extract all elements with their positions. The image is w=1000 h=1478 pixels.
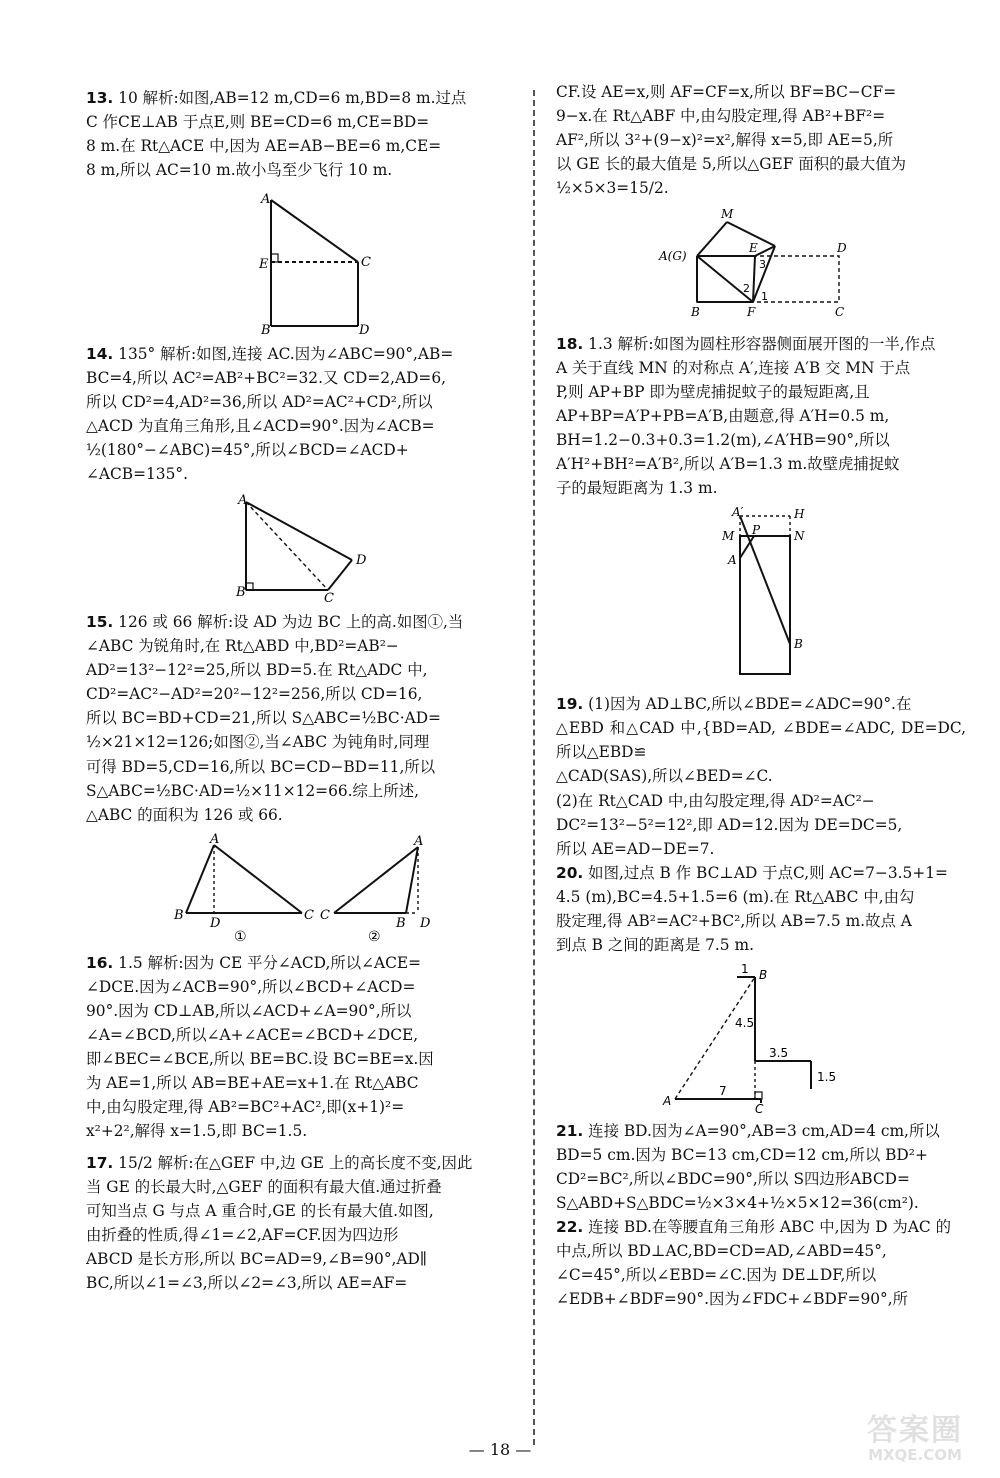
question-number: 15. xyxy=(86,613,114,632)
answer-20 xyxy=(556,861,966,957)
watermark-text: 答案圈 xyxy=(867,1413,963,1448)
answer-value: 1.5 xyxy=(118,953,143,972)
label-b: B xyxy=(396,915,406,931)
label-d: D xyxy=(356,553,367,569)
text-line: S△ABC=½BC·AD=½×11×12=66.综上所述, xyxy=(86,781,419,800)
text-line: 可得 BD=5,CD=16,所以 BC=CD−BD=11,所以 xyxy=(86,757,436,776)
text-line: 股定理,得 AB²=AC²+BC²,所以 AB=7.5 m.故点 A xyxy=(556,911,912,930)
text-line: AP+BP=A′P+PB=A′B,由题意,得 A′H=0.5 m, xyxy=(556,407,890,426)
text-line: 中点,所以 BD⊥AC,BD=CD=AD,∠ABD=45°, xyxy=(556,1241,887,1260)
text-line: 连接 BD.在等腰直角三角形 ABC 中,因为 D 为AC 的 xyxy=(588,1217,951,1236)
text-line: 当 GE 的长最大时,△GEF 的面积有最大值.通过折叠 xyxy=(86,1177,442,1196)
text-line: ½(180°−∠ABC)=45°,所以∠BCD=∠ACD+ xyxy=(86,441,409,460)
text-line: CD²=AC²−AD²=20²−12²=256,所以 CD=16, xyxy=(86,685,423,704)
text-line: DC²=13²−5²=12²,即 AD=12.因为 DE=DC=5, xyxy=(556,815,903,834)
figure-20 xyxy=(661,963,861,1113)
text-line: ½×21×12=126;如图②,当∠ABC 为钝角时,同理 xyxy=(86,733,430,752)
label-a: A xyxy=(663,1093,672,1108)
text-line: 所以 BC=BD+CD=21,所以 S△ABC=½BC·AD= xyxy=(86,709,441,728)
text-line: A 关于直线 MN 的对称点 A′,连接 A′B 交 MN 于点 xyxy=(556,359,911,378)
angle-2: 2 xyxy=(743,282,750,296)
text-line: AD²=13²−12²=25,所以 BD=5.在 Rt△ADC 中, xyxy=(86,661,428,680)
answer-22 xyxy=(556,1215,966,1311)
label-b: B xyxy=(236,585,246,601)
label-1: 1 xyxy=(741,962,749,976)
text-line: 即∠BEC=∠BCE,所以 BE=BC.设 BC=BE=x.因 xyxy=(86,1049,434,1068)
text-line: CF.设 AE=x,则 AF=CF=x,所以 BF=BC−CF= xyxy=(556,83,897,101)
text-line: ABCD 是长方形,所以 BC=AD=9,∠B=90°,AD∥ xyxy=(86,1249,427,1268)
label-d: D xyxy=(420,915,431,931)
text-line: 8 m,所以 AC=10 m.故小鸟至少飞行 10 m. xyxy=(86,161,393,180)
label-d: D xyxy=(210,915,221,931)
text-line: 9−x.在 Rt△ABF 中,由勾股定理,得 AB²+BF²= xyxy=(556,107,886,126)
answer-13 xyxy=(86,86,516,182)
text-line: 90°.因为 CD⊥AB,所以∠ACD+∠A=90°,所以 xyxy=(86,1001,412,1020)
text-line: C 作CE⊥AB 于点E,则 BE=CD=6 m,CE=BD= xyxy=(86,113,430,132)
label-b: B xyxy=(691,305,700,320)
text-line: ∠DCE.因为∠ACB=90°,所以∠BCD+∠ACD= xyxy=(86,977,416,996)
label-d: D xyxy=(359,323,370,337)
text-line: S△ABD+S△BDC=½×3×4+½×5×12=36(cm²). xyxy=(556,1193,919,1212)
text-line: 到点 B 之间的距离是 7.5 m. xyxy=(556,935,754,954)
text-line: 所以 CD²=4,AD²=36,所以 AD²=AC²+CD²,所以 xyxy=(86,393,433,412)
label-b: B xyxy=(261,323,271,337)
label-f: F xyxy=(747,305,756,320)
text-line: 由折叠的性质,得∠1=∠2,AF=CF.因为四边形 xyxy=(86,1225,399,1244)
label-7: 7 xyxy=(719,1083,727,1098)
question-number: 16. xyxy=(86,953,114,972)
answer-18 xyxy=(556,332,966,500)
text-line: △ACD 为直角三角形,且∠ACD=90°.因为∠ACB= xyxy=(86,417,435,436)
left-column xyxy=(86,86,516,1295)
question-number: 22. xyxy=(556,1217,584,1236)
figure-17 xyxy=(651,206,871,326)
answer-value: 15/2 xyxy=(118,1153,153,1172)
text-line: BH=1.2−0.3+0.3=1.2(m),∠A′HB=90°,所以 xyxy=(556,431,890,450)
text-line: 8 m.在 Rt△ACE 中,因为 AE=AB−BE=6 m,CE= xyxy=(86,137,442,156)
watermark-logo xyxy=(840,1413,990,1470)
question-number: 13. xyxy=(86,89,114,107)
text-line: 可知当点 G 与点 A 重合时,GE 的长有最大值.如图, xyxy=(86,1201,434,1220)
text-line: 连接 BD.因为∠A=90°,AB=3 cm,AD=4 cm,所以 xyxy=(588,1121,940,1140)
label-c: C xyxy=(361,255,371,271)
label-e: E xyxy=(259,257,269,273)
text-line: BD=5 cm.因为 BC=13 cm,CD=12 cm,所以 BD²+ xyxy=(556,1145,928,1164)
text-line: △EBD 和△CAD 中,{BD=AD, ∠BDE=∠ADC, DE=DC,所以△EBD≌ xyxy=(556,719,966,762)
label-c: C xyxy=(324,591,334,605)
answer-17-continued xyxy=(556,80,966,200)
label-c: C xyxy=(304,907,314,923)
answer-21 xyxy=(556,1119,966,1215)
label-e: E xyxy=(749,241,758,256)
question-number: 20. xyxy=(556,863,584,882)
text-line: ∠ACB=135°. xyxy=(86,465,188,484)
text-line: 以 GE 长的最大值是 5,所以△GEF 面积的最大值为 xyxy=(556,155,907,174)
text-line: P,则 AP+BP 即为壁虎捕捉蚊子的最短距离,且 xyxy=(556,383,870,402)
answer-value: 126 或 66 xyxy=(118,613,193,632)
question-number: 19. xyxy=(556,695,584,714)
text-line: (1)因为 AD⊥BC,所以∠BDE=∠ADC=90°.在 xyxy=(588,695,912,714)
text-line: 子的最短距离为 1.3 m. xyxy=(556,479,718,498)
text-line: △CAD(SAS),所以∠BED=∠C. xyxy=(556,767,773,786)
label-a: A xyxy=(728,553,737,568)
text-line: BC=4,所以 AC²=AB²+BC²=32.又 CD=2,AD=6, xyxy=(86,369,446,388)
text-line: 解析:如图,AB=12 m,CD=6 m,BD=8 m.过点 xyxy=(142,89,467,107)
text-line: x²+2²,解得 x=1.5,即 BC=1.5. xyxy=(86,1121,308,1140)
text-line: 中,由勾股定理,得 AB²=BC²+AC²,即(x+1)²= xyxy=(86,1097,405,1116)
label-c: C xyxy=(320,907,330,923)
text-line: ½×5×3=15/2. xyxy=(556,179,669,198)
label-a: A xyxy=(210,832,220,847)
label-ag: A(G) xyxy=(659,249,687,264)
label-m: M xyxy=(721,207,734,222)
label-c: C xyxy=(835,305,845,320)
answer-value: 10 xyxy=(118,89,138,107)
text-line: 为 AE=1,所以 AB=BE+AE=x+1.在 Rt△ABC xyxy=(86,1073,419,1092)
figure-14 xyxy=(216,492,386,604)
label-m: M xyxy=(722,529,735,544)
label-n: N xyxy=(794,529,805,544)
text-line: (2)在 Rt△CAD 中,由勾股定理,得 AD²=AC²− xyxy=(556,791,875,810)
answer-15 xyxy=(86,610,516,826)
text-line: ∠EDB+∠BDF=90°.因为∠FDC+∠BDF=90°,所 xyxy=(556,1289,909,1308)
text-line: △ABC 的面积为 126 或 66. xyxy=(86,805,283,824)
question-number: 17. xyxy=(86,1153,114,1172)
text-line: 解析:如图,连接 AC.因为∠ABC=90°,AB= xyxy=(160,345,454,364)
question-number: 14. xyxy=(86,345,114,364)
angle-1: 1 xyxy=(761,290,768,304)
figure-18 xyxy=(696,506,826,686)
label-b: B xyxy=(759,967,768,982)
page-number: — 18 — xyxy=(468,1440,532,1459)
angle-3: 3 xyxy=(759,258,766,272)
text-line: ∠C=45°,所以∠EBD=∠C.因为 DE⊥DF,所以 xyxy=(556,1265,877,1284)
text-line: 解析:如图为圆柱形容器侧面展开图的一半,作点 xyxy=(617,335,936,354)
figure-label-2: ② xyxy=(368,928,381,945)
label-c: C xyxy=(755,1101,764,1113)
text-line: ∠ABC 为锐角时,在 Rt△ABD 中,BD²=AB²− xyxy=(86,637,399,656)
answer-19 xyxy=(556,692,966,860)
answer-17 xyxy=(86,1151,516,1295)
question-number: 18. xyxy=(556,335,584,354)
label-1-5: 1.5 xyxy=(817,1069,837,1084)
question-number: 21. xyxy=(556,1121,584,1140)
label-a: A xyxy=(414,833,424,849)
figure-15 xyxy=(166,833,436,945)
label-b: B xyxy=(794,637,803,652)
text-line: ∠A=∠BCD,所以∠A+∠ACE=∠BCD+∠DCE, xyxy=(86,1025,419,1044)
label-h: H xyxy=(794,507,805,522)
text-line: 解析:因为 CE 平分∠ACD,所以∠ACE= xyxy=(147,953,422,972)
watermark-url: MXQE.COM xyxy=(868,1446,962,1464)
label-b: B xyxy=(174,907,184,923)
text-line: CD²=BC²,所以∠BDC=90°,所以 S四边形ABCD= xyxy=(556,1169,910,1188)
label-d: D xyxy=(837,241,847,256)
text-line: AF²,所以 3²+(9−x)²=x²,解得 x=5,即 AE=5,所 xyxy=(556,131,894,150)
column-divider xyxy=(533,90,535,1445)
label-a: A xyxy=(238,493,248,509)
figure-13 xyxy=(231,188,371,336)
text-line: A′H²+BH²=A′B²,所以 A′B=1.3 m.故壁虎捕捉蚊 xyxy=(556,455,900,474)
label-4-5: 4.5 xyxy=(735,1015,755,1030)
label-a-prime: A′ xyxy=(732,506,744,520)
right-column xyxy=(556,80,966,1311)
label-3-5: 3.5 xyxy=(769,1045,789,1060)
text-line: 解析:在△GEF 中,边 GE 上的高长度不变,因此 xyxy=(157,1153,473,1172)
text-line: 解析:设 AD 为边 BC 上的高.如图①,当 xyxy=(197,613,464,632)
answer-14 xyxy=(86,342,516,486)
text-line: 4.5 (m),BC=4.5+1.5=6 (m).在 Rt△ABC 中,由勾 xyxy=(556,887,915,906)
text-line: 所以 AE=AD−DE=7. xyxy=(556,839,715,858)
answer-16 xyxy=(86,951,516,1143)
text-line: 如图,过点 B 作 BC⊥AD 于点C,则 AC=7−3.5+1= xyxy=(588,863,948,882)
answer-value: 135° xyxy=(118,345,156,364)
label-p: P xyxy=(752,523,761,538)
label-a: A xyxy=(261,192,271,208)
text-line: BC,所以∠1=∠3,所以∠2=∠3,所以 AE=AF= xyxy=(86,1274,408,1292)
figure-label-1: ① xyxy=(234,928,247,945)
answer-value: 1.3 xyxy=(588,335,613,354)
